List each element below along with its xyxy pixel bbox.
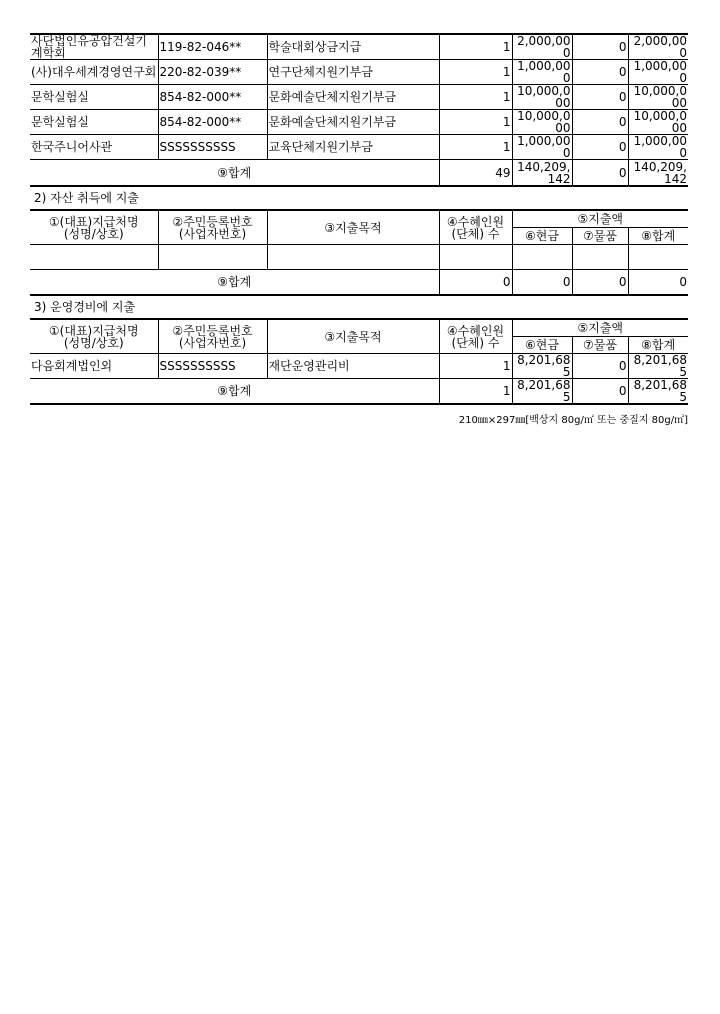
- beneficiary-count: 1: [439, 85, 512, 110]
- goods-amount: 0: [572, 135, 628, 160]
- header-cash: ⑥현금: [512, 337, 572, 354]
- total-label: ⑨합계: [30, 160, 439, 187]
- document-page: [30, 33, 688, 405]
- header-payee-line2: (성명/상호): [63, 335, 124, 350]
- operating-expense-table: [30, 318, 688, 405]
- beneficiary-count: 1: [439, 354, 512, 379]
- goods-amount: 0: [572, 34, 628, 60]
- empty-cell: [572, 245, 628, 270]
- header-row: [30, 210, 688, 228]
- total-amount: 10,000,000: [628, 85, 688, 110]
- payee-name: 다음회계법인외: [30, 354, 158, 379]
- header-count-line1: ④수혜인원: [446, 214, 505, 229]
- empty-cell: [267, 245, 439, 270]
- table-row: [30, 135, 688, 160]
- table-row: [30, 354, 688, 379]
- beneficiary-count: 1: [439, 34, 512, 60]
- cash-amount: 1,000,000: [512, 60, 572, 85]
- header-count: [439, 319, 512, 354]
- header-amount: ⑤지출액: [512, 319, 688, 337]
- header-regno-line2: (사업자번호): [178, 335, 247, 350]
- payee-name: 문학실험실: [30, 85, 158, 110]
- header-payee-line2: (성명/상호): [63, 226, 124, 241]
- expense-purpose: 연구단체지원기부금: [267, 60, 439, 85]
- section-title-operating: 3) 운영경비에 지출: [34, 300, 136, 314]
- header-count: [439, 210, 512, 245]
- header-count-line2: (단체) 수: [451, 226, 500, 241]
- total-cash: 8,201,685: [512, 379, 572, 405]
- header-goods: ⑦물품: [572, 228, 628, 245]
- empty-cell: [30, 245, 158, 270]
- total-amount: 1,000,000: [628, 135, 688, 160]
- total-amount: 8,201,685: [628, 354, 688, 379]
- expense-purpose: 문화예술단체지원기부금: [267, 110, 439, 135]
- header-regno: [158, 319, 267, 354]
- total-amount: 2,000,000: [628, 34, 688, 60]
- donation-table-1: [30, 33, 688, 187]
- registration-number: SSSSSSSSSS: [158, 135, 267, 160]
- payee-name: 문학실험실: [30, 110, 158, 135]
- empty-cell: [628, 245, 688, 270]
- header-goods: ⑦물품: [572, 337, 628, 354]
- total-row: [30, 160, 688, 187]
- registration-number: SSSSSSSSSS: [158, 354, 267, 379]
- header-purpose: ③지출목적: [267, 210, 439, 245]
- header-amount: ⑤지출액: [512, 210, 688, 228]
- expense-purpose: 학술대회상금지급: [267, 34, 439, 60]
- cash-amount: 10,000,000: [512, 85, 572, 110]
- total-label: ⑨합계: [30, 379, 439, 405]
- total-goods: 0: [572, 160, 628, 187]
- beneficiary-count: 1: [439, 135, 512, 160]
- header-regno-line2: (사업자번호): [178, 226, 247, 241]
- goods-amount: 0: [572, 110, 628, 135]
- header-total: ⑧합계: [628, 337, 688, 354]
- section-title-asset: 2) 자산 취득에 지출: [34, 191, 139, 205]
- total-sum: 8,201,685: [628, 379, 688, 405]
- registration-number: 119-82-046**: [158, 34, 267, 60]
- total-count: 1: [439, 379, 512, 405]
- total-sum: 0: [628, 270, 688, 296]
- header-row: [30, 319, 688, 337]
- total-amount: 10,000,000: [628, 110, 688, 135]
- payee-name: 한국주니어사관: [30, 135, 158, 160]
- table-row: [30, 85, 688, 110]
- header-payee-line1: ①(대표)지급처명: [48, 214, 139, 229]
- paper-spec-footer: 210㎜×297㎜[백상지 80g/㎡ 또는 중질지 80g/㎡]: [458, 415, 688, 426]
- cash-amount: 2,000,000: [512, 34, 572, 60]
- table-row: [30, 34, 688, 60]
- expense-purpose: 문화예술단체지원기부금: [267, 85, 439, 110]
- total-label: ⑨합계: [30, 270, 439, 296]
- header-payee: [30, 210, 158, 245]
- table-row: [30, 245, 688, 270]
- header-total: ⑧합계: [628, 228, 688, 245]
- header-regno: [158, 210, 267, 245]
- beneficiary-count: 1: [439, 60, 512, 85]
- asset-expense-table: [30, 209, 688, 296]
- total-cash: 0: [512, 270, 572, 296]
- total-amount: 1,000,000: [628, 60, 688, 85]
- header-payee-line1: ①(대표)지급처명: [48, 323, 139, 338]
- header-count-line1: ④수혜인원: [446, 323, 505, 338]
- header-regno-line1: ②주민등록번호: [172, 323, 253, 338]
- total-row: [30, 379, 688, 405]
- header-regno-line1: ②주민등록번호: [172, 214, 253, 229]
- goods-amount: 0: [572, 60, 628, 85]
- header-payee: [30, 319, 158, 354]
- beneficiary-count: 1: [439, 110, 512, 135]
- expense-purpose: 교육단체지원기부금: [267, 135, 439, 160]
- payee-name: 사단법인유공압건설기계학회: [30, 34, 158, 60]
- total-cash: 140,209,142: [512, 160, 572, 187]
- header-cash: ⑥현금: [512, 228, 572, 245]
- registration-number: 220-82-039**: [158, 60, 267, 85]
- expense-purpose: 재단운영관리비: [267, 354, 439, 379]
- registration-number: 854-82-000**: [158, 85, 267, 110]
- header-count-line2: (단체) 수: [451, 335, 500, 350]
- total-goods: 0: [572, 379, 628, 405]
- total-count: 0: [439, 270, 512, 296]
- registration-number: 854-82-000**: [158, 110, 267, 135]
- empty-cell: [439, 245, 512, 270]
- total-row: [30, 270, 688, 296]
- table-row: [30, 110, 688, 135]
- total-goods: 0: [572, 270, 628, 296]
- empty-cell: [512, 245, 572, 270]
- goods-amount: 0: [572, 85, 628, 110]
- cash-amount: 10,000,000: [512, 110, 572, 135]
- header-purpose: ③지출목적: [267, 319, 439, 354]
- total-sum: 140,209,142: [628, 160, 688, 187]
- payee-name: (사)대우세계경영연구회: [30, 60, 158, 85]
- cash-amount: 1,000,000: [512, 135, 572, 160]
- table-row: [30, 60, 688, 85]
- total-count: 49: [439, 160, 512, 187]
- goods-amount: 0: [572, 354, 628, 379]
- cash-amount: 8,201,685: [512, 354, 572, 379]
- empty-cell: [158, 245, 267, 270]
